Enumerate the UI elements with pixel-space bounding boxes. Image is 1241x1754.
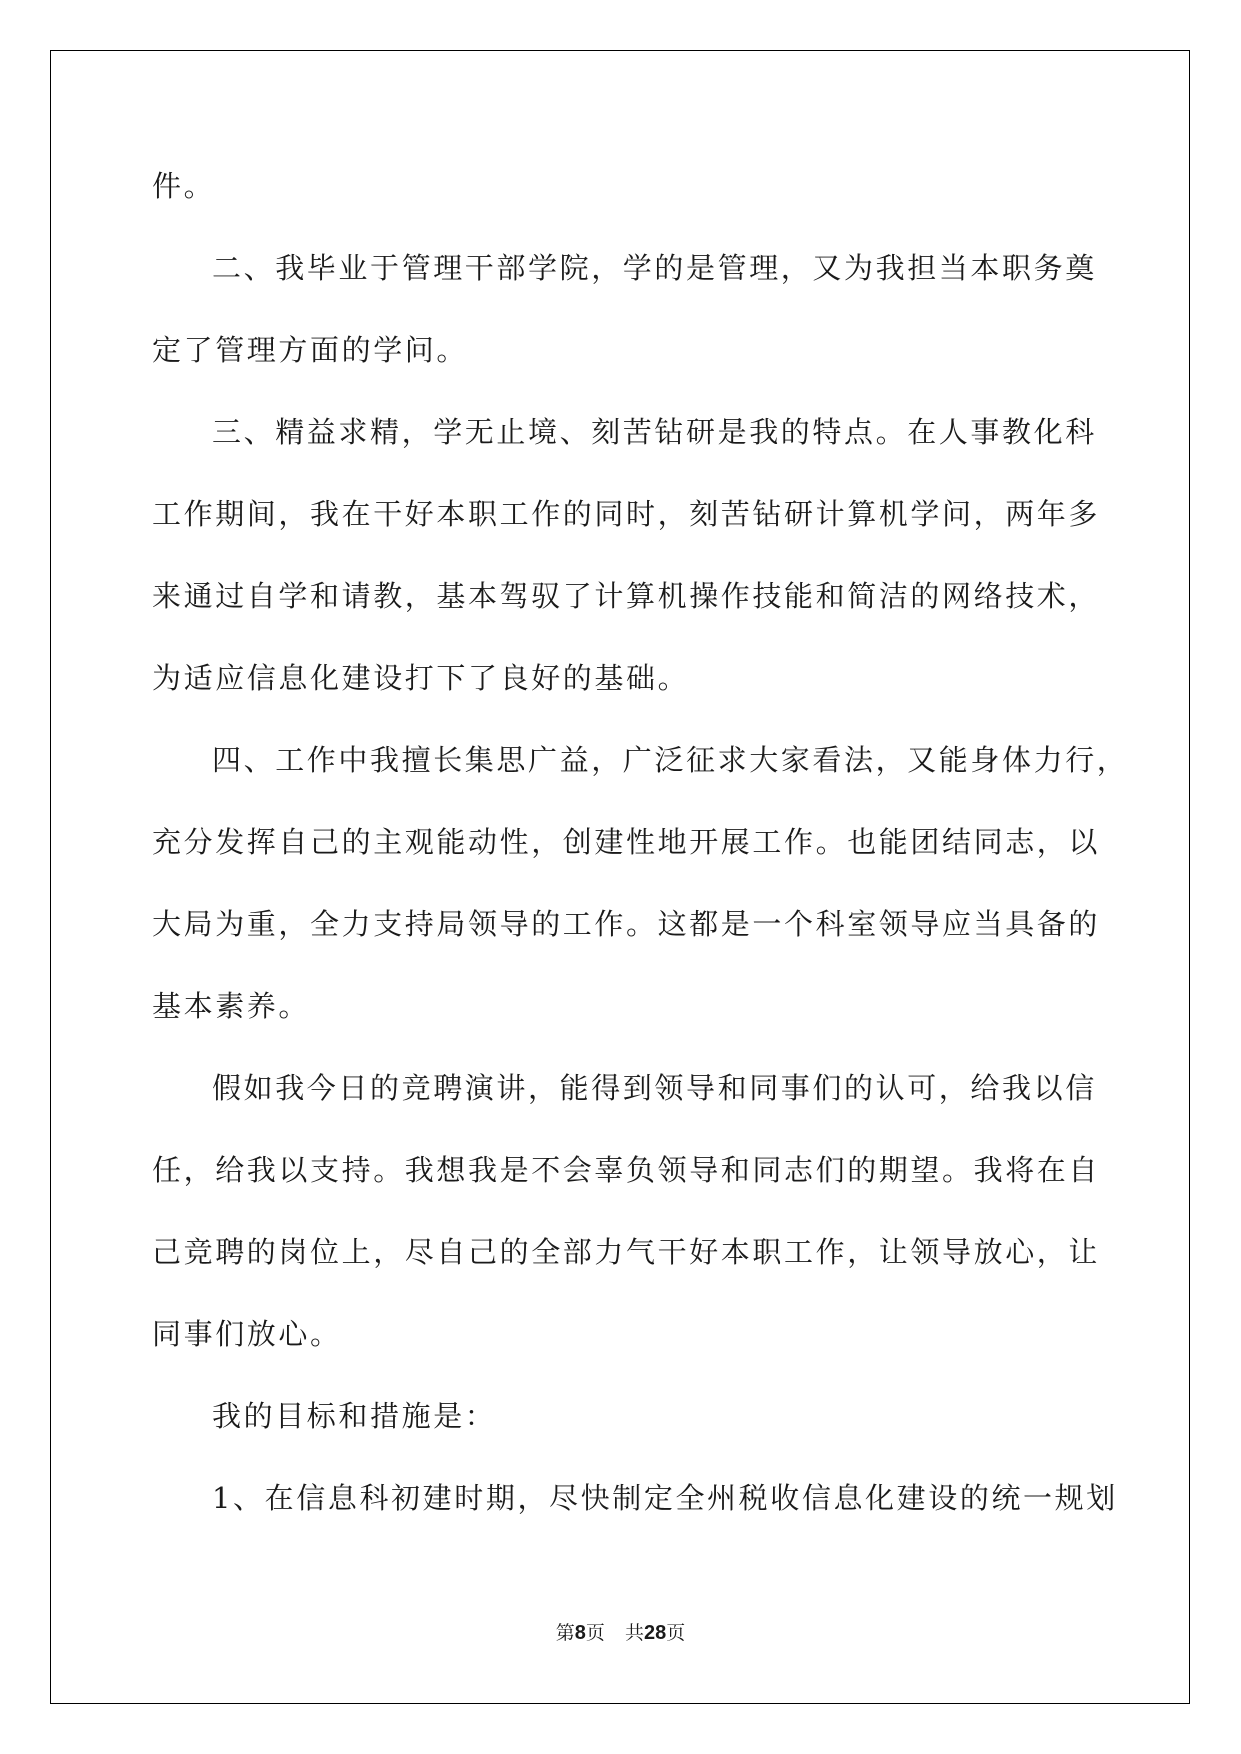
page-current-number: 8 [574, 1622, 586, 1644]
paragraph-start-line: 二、我毕业于管理干部学院，学的是管理，又为我担当本职务奠 [212, 251, 1097, 285]
paragraph-start-line: 1、在信息科初建时期，尽快制定全州税收信息化建设的统一规划 [212, 1481, 1118, 1515]
document-body [152, 168, 1129, 1562]
text-line: 基本素养。 [152, 989, 311, 1023]
paragraph-start-line: 四、工作中我擅长集思广益，广泛征求大家看法，又能身体力行， [212, 743, 1129, 777]
total-suffix: 页 [666, 1622, 686, 1644]
page-footer [0, 1618, 1241, 1645]
paragraph-start-line: 我的目标和措施是： [212, 1399, 497, 1433]
page-suffix: 页 [585, 1622, 605, 1644]
page-prefix: 第 [555, 1622, 575, 1644]
paragraph-start-line: 假如我今日的竞聘演讲，能得到领导和同事们的认可，给我以信 [212, 1071, 1097, 1105]
text-line: 任，给我以支持。我想我是不会辜负领导和同志们的期望。我将在自 [152, 1153, 1101, 1187]
total-prefix: 共 [624, 1622, 644, 1644]
text-line: 大局为重，全力支持局领导的工作。这都是一个科室领导应当具备的 [152, 907, 1101, 941]
text-line: 工作期间，我在干好本职工作的同时，刻苦钻研计算机学问，两年多 [152, 497, 1101, 531]
paragraph-start-line: 三、精益求精，学无止境、刻苦钻研是我的特点。在人事教化科 [212, 415, 1097, 449]
text-line: 来通过自学和请教，基本驾驭了计算机操作技能和简洁的网络技术， [152, 579, 1101, 613]
text-line: 件。 [152, 169, 216, 203]
page-total-number: 28 [643, 1622, 667, 1644]
text-line: 定了管理方面的学问。 [152, 333, 469, 367]
text-line: 己竞聘的岗位上，尽自己的全部力气干好本职工作，让领导放心，让 [152, 1235, 1101, 1269]
text-line: 充分发挥自己的主观能动性，创建性地开展工作。也能团结同志，以 [152, 825, 1101, 859]
text-line: 为适应信息化建设打下了良好的基础。 [152, 661, 690, 695]
text-line: 同事们放心。 [152, 1317, 342, 1351]
